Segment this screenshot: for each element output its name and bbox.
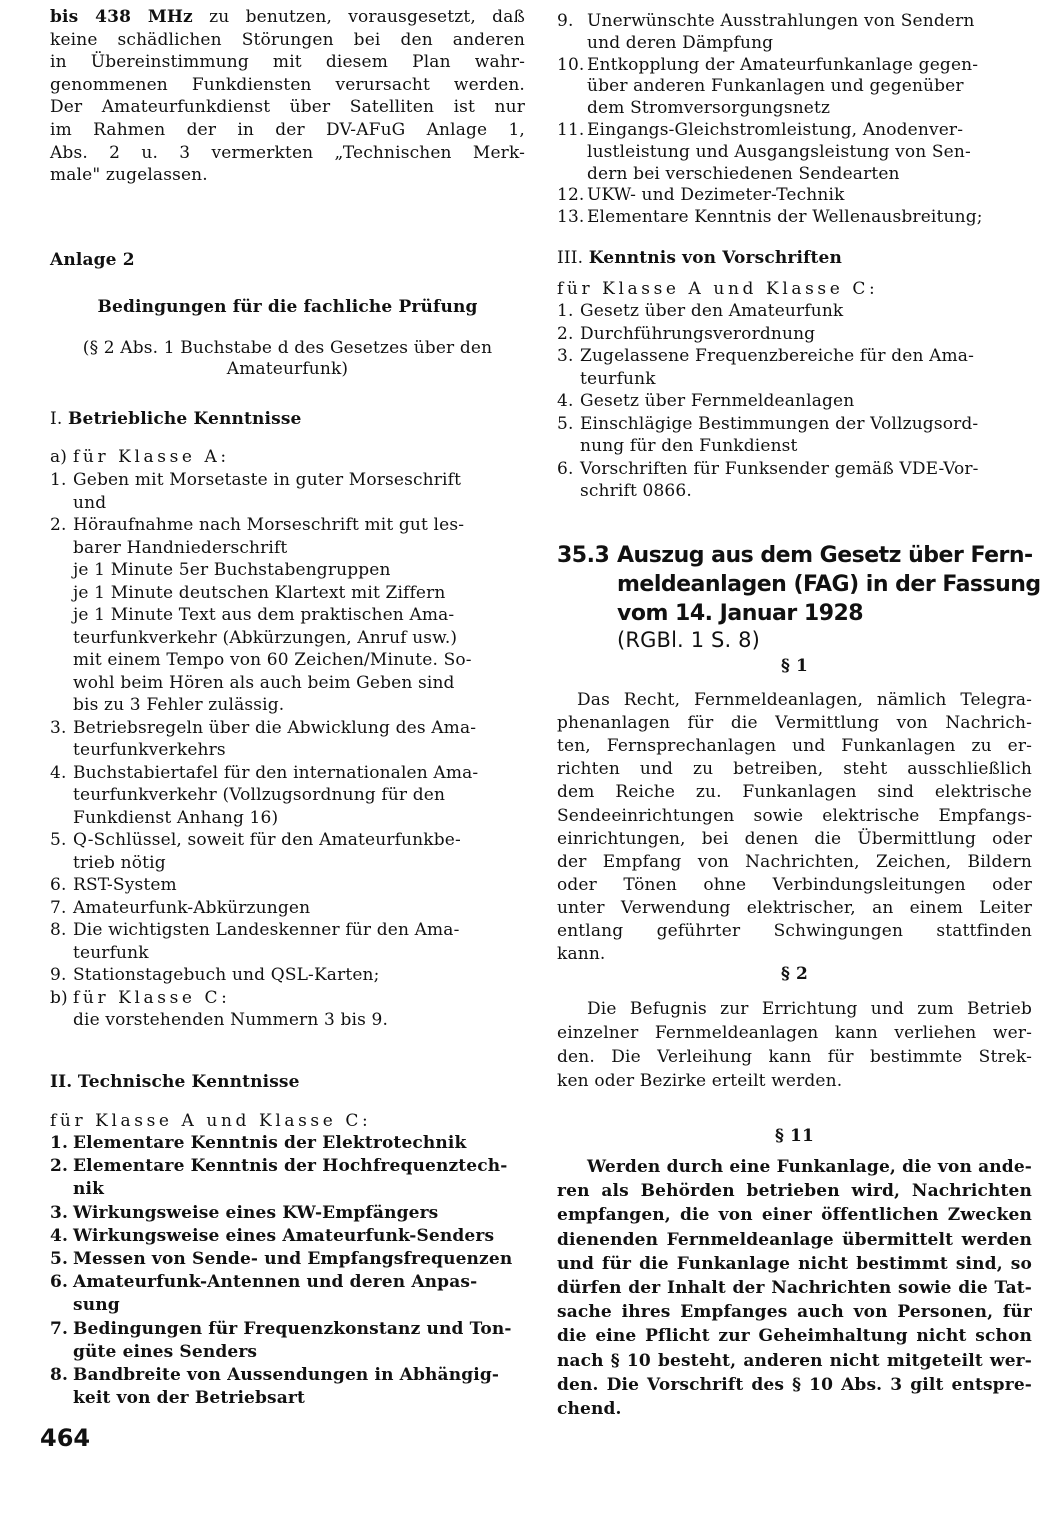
section-2-item-number: 4. — [50, 1225, 69, 1246]
section-3-item-text: Zugelassene Frequenzbereiche für den Ama- — [580, 346, 974, 366]
section-2-item-text: Elementare Kenntnis der Hochfrequenztech- — [73, 1156, 508, 1177]
intro-line: Abs. 2 u. 3 vermerkten „Technischen Merk- — [50, 142, 525, 163]
paragraph-11-line: nach § 10 besteht, anderen nicht mitgeteilt wer- — [557, 1350, 1032, 1371]
section-1-item — [50, 829, 461, 851]
section-1-item-text: teurfunkverkehr (Vollzugsordnung für den — [73, 785, 446, 805]
section-3-item-text: Durchführungsverordnung — [580, 323, 816, 344]
section-1-item-number: 9. — [50, 965, 67, 985]
section-1-item-text: je 1 Minute Text aus dem praktischen Ama- — [73, 605, 455, 625]
section-2-item — [557, 32, 773, 54]
section-1-item-text: wohl beim Hören als auch beim Geben sind — [73, 672, 455, 693]
section-3-item — [557, 368, 656, 390]
anlage-label: Anlage 2 — [50, 250, 135, 270]
section-2-item-text: lustleistung und Ausgangsleistung von Sen- — [587, 141, 971, 162]
anlage-ref-2: Amateurfunk) — [226, 359, 349, 379]
class-c-note: die vorstehenden Nummern 3 bis 9. — [73, 1010, 389, 1030]
anlage-ref-1: (§ 2 Abs. 1 Buchstabe d des Gesetzes über den — [82, 338, 493, 358]
section-3-item-number: 1. — [557, 301, 574, 321]
section-2-item — [50, 1248, 512, 1270]
section-1-item — [50, 807, 278, 829]
paragraph-2-line: ken oder Bezirke erteilt werden. — [557, 1071, 843, 1091]
section-1-title: Betriebliche Kenntnisse — [67, 409, 302, 429]
section-2-item-text: güte eines Senders — [73, 1341, 258, 1362]
section-2-item-text: Bandbreite von Aussendungen in Abhängig- — [73, 1365, 500, 1385]
class-c-text: für Klasse C: — [73, 988, 231, 1008]
chapter-heading-line: Auszug aus dem Gesetz über Fern- — [617, 543, 1033, 568]
paragraph-11-line: den. Die Vorschrift des § 10 Abs. 3 gilt entspre- — [557, 1374, 1032, 1395]
paragraph-11-line: die eine Pflicht zur Geheimhaltung nicht schon — [557, 1326, 1032, 1347]
section-1-item-text: Amateurfunk-Abkürzungen — [73, 897, 311, 918]
intro-line: bis 438 MHz zu benutzen, vorausgesetzt, daß — [50, 7, 525, 27]
section-2-item-text: Eingangs-Gleichstromleistung, Anodenver- — [587, 120, 964, 140]
page-number: 464 — [40, 1424, 91, 1452]
paragraph-1-line: phenanlagen für die Vermittlung von Nachrich- — [557, 713, 1032, 734]
section-1-item-number: 4. — [50, 762, 67, 783]
section-1-item-text: Buchstabiertafel für den internationalen Ama- — [73, 762, 479, 783]
section-1-item-text: bis zu 3 Fehler zulässig. — [73, 695, 285, 715]
paragraph-2-title: § 2 — [780, 964, 809, 984]
section-2-item — [557, 97, 830, 119]
section-1-item — [50, 649, 472, 671]
paragraph-1-line: einrichtungen, bei denen die Übermittlung oder — [557, 828, 1032, 849]
section-2-item-text: über anderen Funkanlagen und gegenüber — [587, 76, 964, 97]
section-2-item-number: 5. — [50, 1249, 69, 1269]
section-2-item-text: Bedingungen für Frequenzkonstanz und Ton- — [73, 1318, 512, 1339]
intro-line: keine schädlichen Störungen bei den anderen — [50, 29, 525, 50]
section-1-item — [50, 762, 478, 784]
section-1-item — [50, 559, 391, 581]
section-3-item-text: Gesetz über Fernmeldeanlagen — [580, 391, 855, 411]
section-3-class: für Klasse A und Klasse C: — [557, 279, 879, 299]
paragraph-11-title: § 11 — [774, 1126, 815, 1146]
intro-line: im Rahmen der in der DV-AFuG Anlage 1, — [50, 120, 525, 140]
section-2-item — [557, 163, 900, 185]
section-2-item-number: 12. — [557, 185, 585, 206]
paragraph-1-line: oder Tönen ohne Verbindungsleitungen oder — [557, 874, 1032, 895]
section-2-item-number: 11. — [557, 120, 585, 140]
paragraph-1-line: ten, Fernsprechanlagen und Funkanlagen zu er- — [557, 736, 1032, 757]
section-3-item — [557, 413, 978, 435]
chapter-heading-line: meldeanlagen (FAG) in der Fassung — [617, 572, 1041, 597]
section-2-item-number: 7. — [50, 1318, 69, 1339]
section-2-item-number: 10. — [557, 54, 585, 75]
section-2-item — [557, 54, 978, 76]
section-1-item — [50, 784, 445, 806]
section-1-item-text: und — [73, 492, 107, 513]
chapter-heading-number: 35.3 — [557, 543, 610, 568]
section-2-item-text: dern bei verschiedenen Sendearten — [587, 163, 900, 184]
section-1-item — [50, 492, 106, 514]
section-1-item — [50, 897, 310, 919]
class-a-label — [50, 446, 230, 468]
section-2-item-text: Wirkungsweise eines KW-Empfängers — [73, 1202, 439, 1223]
section-3-item-number: 3. — [557, 346, 574, 366]
section-2-item-text: keit von der Betriebsart — [73, 1388, 306, 1409]
section-1-item — [50, 627, 457, 649]
section-2-item-text: Elementare Kenntnis der Elektrotechnik — [73, 1133, 467, 1153]
section-2-item — [50, 1155, 508, 1177]
section-1-item-text: teurfunkverkehr (Abkürzungen, Anruf usw.) — [73, 627, 458, 648]
class-a-marker: a) — [50, 447, 68, 467]
section-2-item — [50, 1225, 494, 1247]
section-1-heading — [50, 408, 302, 430]
section-1-item — [50, 874, 177, 896]
class-a-text: für Klasse A: — [73, 447, 230, 467]
section-2-item-number: 9. — [557, 11, 574, 31]
paragraph-2-line: Die Befugnis zur Errichtung und zum Betrieb — [587, 999, 1032, 1019]
section-3-item-text: schrift 0866. — [580, 481, 692, 501]
section-2-item-text: sung — [73, 1295, 120, 1316]
class-c-marker: b) — [50, 988, 68, 1008]
paragraph-11-line: ren als Behörden betrieben wird, Nachrichten — [557, 1181, 1032, 1202]
paragraph-1-title: § 1 — [780, 656, 809, 676]
section-2-item-text: UKW- und Dezimeter-Technik — [587, 185, 845, 206]
section-2-item-number: 3. — [50, 1202, 69, 1223]
paragraph-11-line: dienenden Fernmeldeanlage übermittelt werden — [557, 1229, 1032, 1250]
paragraph-1-line: entlang geführter Schwingungen stattfinden — [557, 921, 1032, 941]
section-2-item-number: 1. — [50, 1133, 69, 1153]
section-1-item — [50, 942, 149, 964]
section-1-item-text: teurfunk — [73, 942, 149, 963]
section-1-item-text: teurfunkverkehrs — [73, 740, 226, 760]
section-1-item — [50, 514, 464, 536]
section-2-item-text: Unerwünschte Ausstrahlungen von Sendern — [587, 11, 975, 31]
section-3-title: Kenntnis von Vorschriften — [588, 248, 843, 268]
column-gutter — [541, 0, 542, 1520]
section-3-item-text: nung für den Funkdienst — [580, 436, 798, 456]
paragraph-1-line: Sendeeinrichtungen sowie elektrische Empfangs- — [557, 805, 1032, 826]
section-1-item-number: 3. — [50, 717, 67, 738]
paragraph-11-line: chend. — [557, 1399, 622, 1419]
section-1-item-text: je 1 Minute 5er Buchstabengruppen — [73, 560, 391, 580]
section-2-item-number: 13. — [557, 207, 585, 228]
chapter-heading-line: vom 14. Januar 1928 — [617, 601, 864, 626]
section-3-heading — [557, 247, 842, 269]
section-1-item-text: Geben mit Morsetaste in guter Morseschrift — [73, 470, 462, 490]
paragraph-11-line: und für die Funkanlage nicht bestimmt sind, so — [557, 1253, 1032, 1274]
anlage-title: Bedingungen für die fachliche Prüfung — [97, 297, 478, 317]
paragraph-11-line: Werden durch eine Funkanlage, die von ande- — [587, 1157, 1032, 1177]
paragraph-2-line: einzelner Fernmeldeanlagen kann verliehen wer- — [557, 1023, 1032, 1043]
section-3-number: III. — [557, 248, 584, 268]
section-1-item — [50, 672, 455, 694]
section-2-item-text: und deren Dämpfung — [587, 32, 774, 53]
section-1-item-text: Die wichtigsten Landeskenner für den Ama- — [73, 920, 460, 940]
section-2-item — [557, 10, 974, 32]
section-2-item — [50, 1294, 120, 1316]
section-3-item — [557, 435, 798, 457]
intro-line: Der Amateurfunkdienst über Satelliten ist nur — [50, 97, 525, 118]
section-2-item — [50, 1202, 438, 1224]
section-3-item — [557, 390, 854, 412]
section-2-title: Technische Kenntnisse — [77, 1072, 300, 1092]
section-2-item — [557, 206, 983, 228]
section-2-item-number: 2. — [50, 1156, 69, 1177]
section-1-item — [50, 604, 454, 626]
section-2-item-text: Messen von Sende- und Empfangsfrequenzen — [73, 1249, 513, 1269]
section-3-item — [557, 323, 815, 345]
section-3-item-number: 6. — [557, 458, 574, 479]
section-2-item-text: Amateurfunk-Antennen und deren Anpas- — [73, 1272, 478, 1293]
intro-line: male" zugelassen. — [50, 165, 208, 186]
section-3-item-text: Einschlägige Bestimmungen der Vollzugsord- — [580, 413, 979, 434]
frequency-emphasis: bis 438 MHz — [50, 7, 193, 27]
intro-line: in Übereinstimmung mit diesem Plan wahr- — [50, 52, 525, 73]
section-1-item — [50, 469, 461, 491]
section-1-item — [50, 717, 476, 739]
section-1-item-number: 2. — [50, 515, 67, 535]
section-2-item — [557, 119, 963, 141]
section-2-item-text: Elementare Kenntnis der Wellenausbreitung; — [587, 207, 983, 228]
section-3-item-number: 5. — [557, 413, 574, 434]
section-2-number: II. — [50, 1072, 73, 1092]
section-3-item — [557, 300, 843, 322]
section-2-item — [50, 1341, 257, 1363]
section-2-heading — [50, 1071, 300, 1093]
section-2-item-number: 6. — [50, 1272, 69, 1293]
section-1-item-text: Stationstagebuch und QSL-Karten; — [73, 965, 380, 985]
paragraph-1-line: dem Reiche zu. Funkanlagen sind elektrische — [557, 782, 1032, 803]
section-1-item-text: Q-Schlüssel, soweit für den Amateurfunkbe- — [73, 830, 461, 850]
paragraph-1-line: Das Recht, Fernmeldeanlagen, nämlich Telegra- — [577, 690, 1032, 710]
paragraph-11-line: sache ihres Empfanges auch von Personen, für — [557, 1302, 1032, 1323]
paragraph-1-line: der Empfang von Nachrichten, Zeichen, Bildern — [557, 851, 1032, 872]
section-1-item-number: 5. — [50, 830, 67, 850]
paragraph-2-line: den. Die Verleihung kann für bestimmte Strek- — [557, 1047, 1032, 1067]
section-1-item-text: trieb nötig — [73, 852, 166, 873]
section-1-item-text: je 1 Minute deutschen Klartext mit Ziffern — [73, 582, 446, 603]
section-2-item-text: Entkopplung der Amateurfunkanlage gegen- — [587, 54, 979, 75]
section-2-item — [50, 1318, 512, 1340]
section-2-item-number: 8. — [50, 1365, 69, 1385]
section-2-item — [557, 141, 971, 163]
section-1-item — [50, 852, 166, 874]
paragraph-1-line: richten und zu betreiben, steht ausschließlich — [557, 759, 1032, 780]
intro-line: genommenen Funkdiensten verursacht werden. — [50, 74, 525, 95]
section-2-item — [50, 1178, 104, 1200]
chapter-heading-ref: (RGBl. 1 S. 8) — [617, 628, 761, 652]
section-1-item-number: 6. — [50, 875, 67, 895]
section-2-item — [50, 1364, 499, 1386]
section-2-item — [50, 1132, 466, 1154]
section-1-item — [50, 694, 284, 716]
section-3-item-text: Gesetz über den Amateurfunk — [580, 301, 844, 321]
section-1-item — [50, 964, 380, 986]
section-1-number: I. — [50, 409, 63, 429]
section-3-item-number: 4. — [557, 391, 574, 411]
section-1-item-number: 8. — [50, 920, 67, 940]
section-1-item-text: Betriebsregeln über die Abwicklung des Ama- — [73, 717, 477, 738]
section-2-item-text: dem Stromversorgungsnetz — [587, 98, 831, 119]
section-2-item — [50, 1387, 305, 1409]
section-1-item-text: barer Handniederschrift — [73, 537, 288, 558]
section-3-item-number: 2. — [557, 323, 574, 344]
section-1-item-text: mit einem Tempo von 60 Zeichen/Minute. So- — [73, 650, 472, 670]
section-1-item-text: Funkdienst Anhang 16) — [73, 807, 279, 828]
section-3-item-text: Vorschriften für Funksender gemäß VDE-Vor- — [580, 458, 979, 479]
paragraph-11-line: empfangen, die von einer öffentlichen Zwecken — [557, 1205, 1032, 1226]
section-2-class: für Klasse A und Klasse C: — [50, 1111, 372, 1131]
section-2-item-text: nik — [73, 1179, 105, 1200]
section-1-item-text: RST-System — [73, 875, 177, 895]
section-2-item — [557, 75, 964, 97]
section-1-item — [50, 582, 446, 604]
section-2-item-text: Wirkungsweise eines Amateurfunk-Senders — [73, 1225, 495, 1246]
class-c-label — [50, 987, 231, 1009]
section-1-item — [50, 739, 226, 761]
section-3-item — [557, 345, 974, 367]
section-1-item-text: Höraufnahme nach Morseschrift mit gut les- — [73, 515, 465, 535]
section-3-item-text: teurfunk — [580, 368, 656, 389]
section-3-item — [557, 480, 692, 502]
section-2-item — [557, 184, 845, 206]
section-1-item-number: 1. — [50, 470, 67, 490]
section-1-item — [50, 919, 460, 941]
paragraph-11-line: dürfen der Inhalt der Nachrichten sowie die Tat- — [557, 1278, 1032, 1298]
paragraph-1-line: unter Verwendung elektrischer, an einem Leiter — [557, 897, 1032, 918]
section-1-item — [50, 537, 287, 559]
section-2-item — [50, 1271, 477, 1293]
section-1-item-number: 7. — [50, 897, 67, 918]
paragraph-1-line: kann. — [557, 944, 606, 965]
section-3-item — [557, 458, 979, 480]
